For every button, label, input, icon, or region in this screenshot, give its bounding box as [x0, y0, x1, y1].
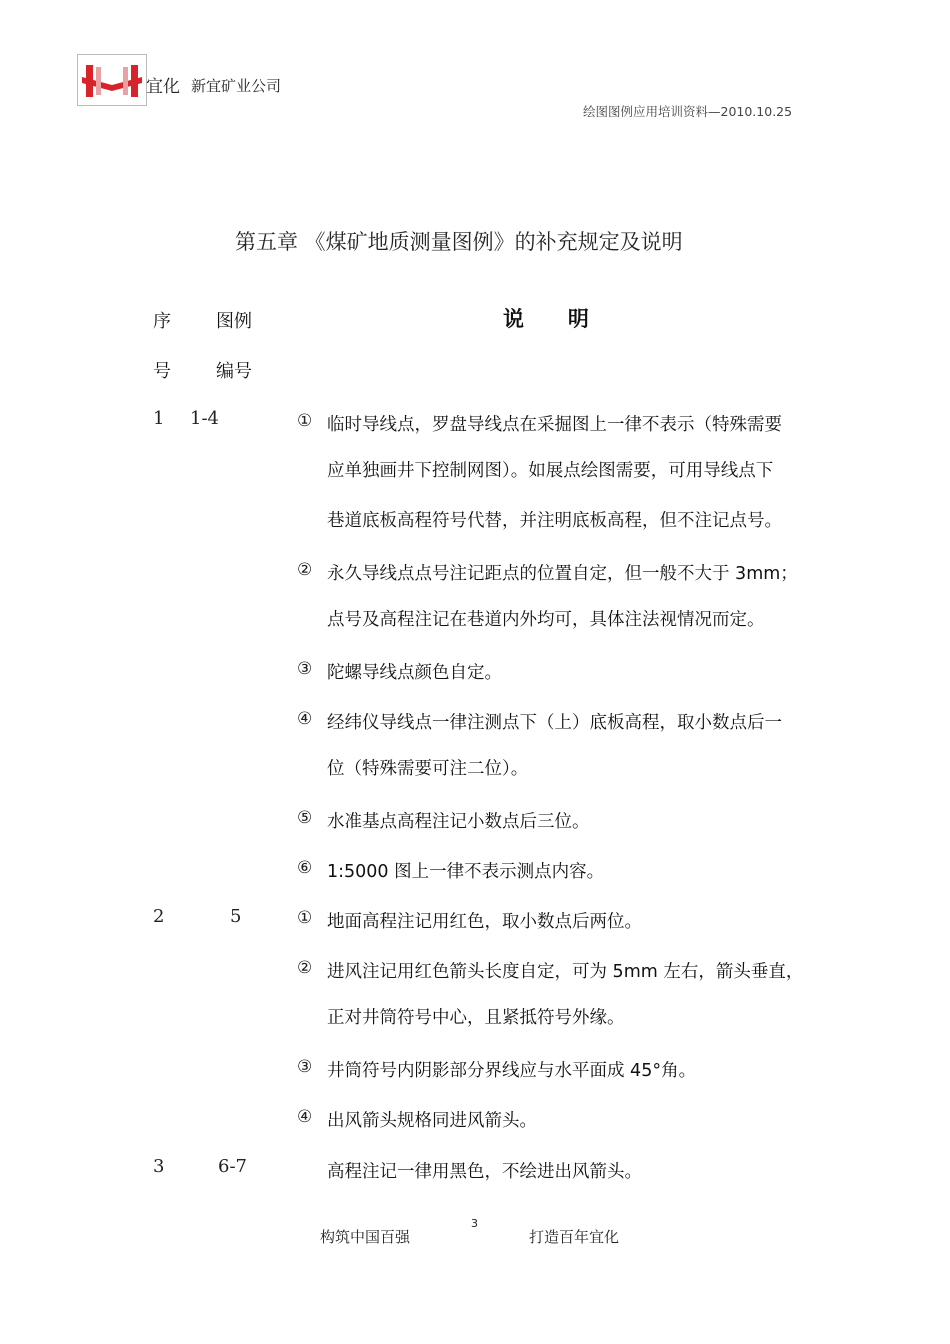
note-marker: ① [297, 908, 313, 928]
note-marker: ② [297, 560, 313, 580]
note-line: 水准基点高程注记小数点后三位。 [327, 812, 590, 832]
note-marker: ② [297, 958, 313, 978]
note-line: 临时导线点，罗盘导线点在采掘图上一律不表示（特殊需要 [327, 415, 782, 435]
logo-icon [78, 55, 146, 105]
note-line: 永久导线点点号注记距点的位置自定，但一般不大于 3mm； [327, 564, 798, 584]
note-line: 地面高程注记用红色，取小数点后两位。 [327, 912, 642, 932]
document-reference: 绘图图例应用培训资料—2010.10.25 [583, 104, 793, 119]
note-line: 出风箭头规格同进风箭头。 [327, 1111, 537, 1131]
note-marker: ⑤ [297, 808, 313, 828]
note-marker: ① [297, 411, 313, 431]
entry-code: 6-7 [218, 1156, 247, 1177]
column-seq-line2: 号 [153, 361, 171, 382]
note-line: 1:5000 图上一律不表示测点内容。 [327, 862, 605, 882]
entry-seq: 2 [153, 906, 165, 927]
entry-code: 1-4 [190, 408, 219, 429]
note-line: 位（特殊需要可注二位）。 [327, 759, 529, 779]
note-line: 井筒符号内阴影部分界线应与水平面成 45°角。 [327, 1061, 697, 1081]
note-marker: ④ [297, 1107, 313, 1127]
company-logo [77, 54, 147, 106]
note-line: 高程注记一律用黑色，不绘进出风箭头。 [327, 1162, 642, 1182]
column-code-line1: 图例 [216, 311, 252, 332]
entry-code: 5 [230, 906, 242, 927]
note-line: 经纬仪导线点一律注测点下（上）底板高程，取小数点后一 [327, 713, 782, 733]
footer-slogan-left: 构筑中国百强 [320, 1228, 411, 1246]
note-line: 进风注记用红色箭头长度自定，可为 5mm 左右，箭头垂直， [327, 962, 804, 982]
entry-seq: 3 [153, 1156, 165, 1177]
brand-name: 宜化 [146, 77, 180, 97]
page-number: 3 [471, 1217, 478, 1230]
note-line: 应单独画井下控制网图）。如展点绘图需要，可用导线点下 [327, 461, 774, 481]
note-marker: ③ [297, 1057, 313, 1077]
company-name: 新宜矿业公司 [191, 77, 282, 95]
footer-slogan-right: 打造百年宜化 [529, 1228, 620, 1246]
chapter-title: 第五章 《煤矿地质测量图例》的补充规定及说明 [235, 230, 683, 254]
column-description: 说 明 [503, 307, 589, 331]
note-marker: ④ [297, 709, 313, 729]
column-code-line2: 编号 [216, 361, 252, 382]
entry-seq: 1 [153, 408, 165, 429]
note-line: 陀螺导线点颜色自定。 [327, 663, 502, 683]
note-marker: ⑥ [297, 858, 313, 878]
column-seq-line1: 序 [153, 311, 171, 332]
note-line: 点号及高程注记在巷道内外均可，具体注法视情况而定。 [327, 610, 765, 630]
note-line: 正对井筒符号中心，且紧抵符号外缘。 [327, 1008, 625, 1028]
note-marker: ③ [297, 659, 313, 679]
note-line: 巷道底板高程符号代替，并注明底板高程，但不注记点号。 [327, 511, 782, 531]
